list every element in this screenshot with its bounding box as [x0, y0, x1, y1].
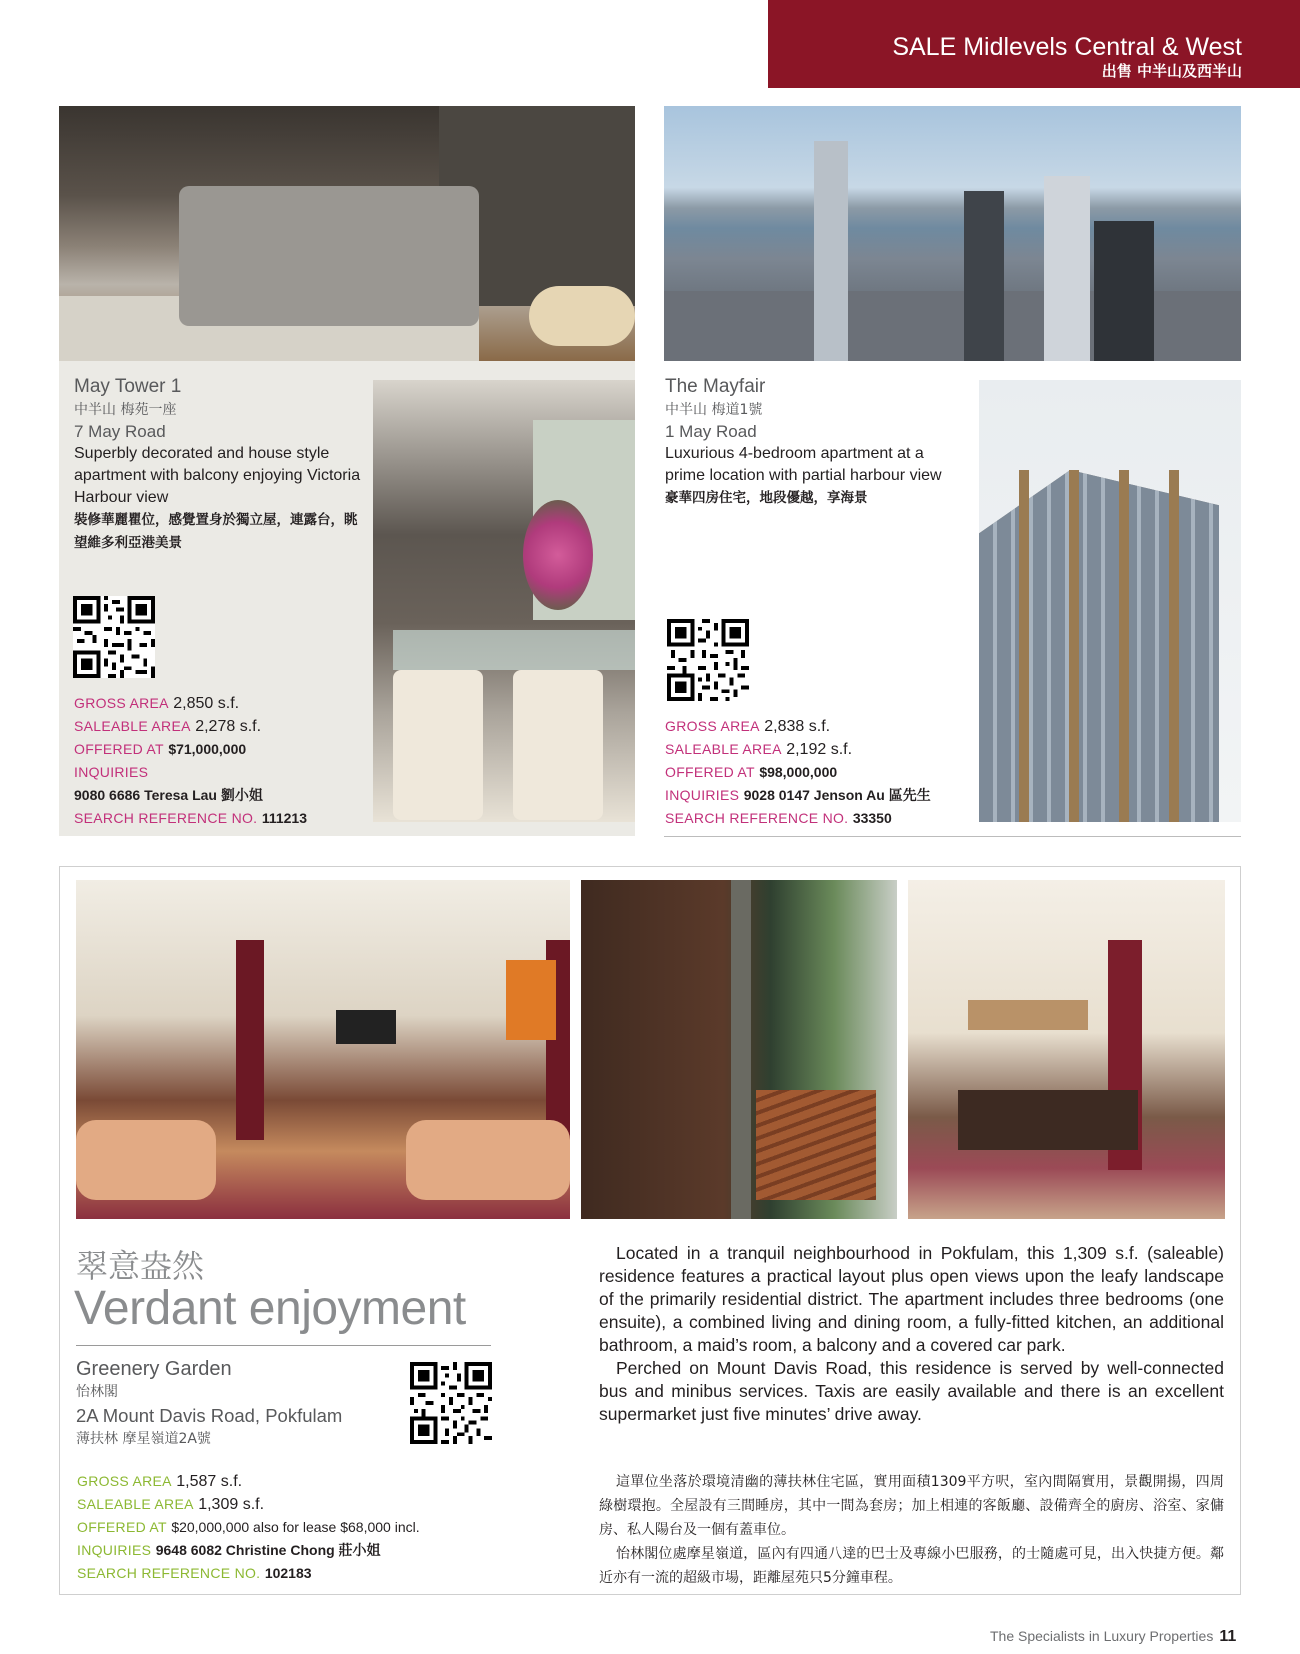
- listing-details-mayfair: [665, 375, 965, 510]
- inquiries-contact[interactable]: 9028 0147 Jenson Au 區先生: [743, 787, 931, 803]
- divider: [664, 836, 1241, 837]
- inquiries-label: INQUIRIES: [665, 787, 740, 803]
- section-title: SALE Midlevels Central & West: [892, 33, 1242, 61]
- feature-property-address-zh: 薄扶林 摩星嶺道2A號: [76, 1431, 211, 1447]
- gross-area-label: GROSS AREA: [74, 695, 169, 711]
- search-ref-number: 33350: [852, 810, 892, 826]
- qr-code[interactable]: [73, 596, 155, 678]
- listing-description: Superbly decorated and house style apartment with balcony enjoying Victoria Harbour view: [74, 445, 361, 506]
- gross-area-value: 2,850 s.f.: [173, 695, 240, 712]
- inquiries-contact[interactable]: 9080 6686 Teresa Lau 劉小姐: [74, 787, 263, 803]
- feature-body-zh: [599, 1470, 1224, 1590]
- listing-address: 7 May Road: [74, 422, 166, 441]
- gross-area-label: GROSS AREA: [665, 718, 760, 734]
- listing-description: Luxurious 4-bedroom apartment at a prime location with partial harbour view: [665, 445, 942, 484]
- feature-property-name: Greenery Garden: [76, 1358, 232, 1380]
- body-paragraph: Perched on Mount Davis Road, this residence is served by well-connected bus and minibus services. Taxis are easily available and there is an excellent supermarket just five minutes’ drive away.: [599, 1358, 1224, 1424]
- qr-code[interactable]: [410, 1362, 492, 1444]
- may-tower-dining-photo: [373, 380, 635, 822]
- saleable-area-label: SALEABLE AREA: [665, 741, 782, 757]
- inquiries-label: INQUIRIES: [74, 764, 149, 780]
- feature-facts: [77, 1470, 420, 1585]
- feature-body-en: [599, 1242, 1224, 1426]
- page-footer: [990, 1628, 1236, 1646]
- saleable-area-value: 2,192 s.f.: [786, 741, 853, 758]
- listing-name-zh: 中半山 梅苑一座: [74, 402, 177, 418]
- gross-area-value: 1,587 s.f.: [176, 1473, 243, 1490]
- listing-facts-may-tower: [74, 692, 307, 830]
- listing-facts-mayfair: [665, 715, 931, 830]
- feature-property-address: 2A Mount Davis Road, Pokfulam: [76, 1405, 343, 1426]
- saleable-area-value: 2,278 s.f.: [195, 718, 262, 735]
- footer-tagline: The Specialists in Luxury Properties: [990, 1628, 1214, 1644]
- page-number: 11: [1219, 1628, 1237, 1645]
- body-paragraph-zh: 怡林閣位處摩星嶺道，區內有四通八達的巴士及專線小巴服務，的士隨處可見，出入快捷方便。鄰近亦有一流的超級市場，距離屋苑只5分鐘車程。: [599, 1546, 1224, 1586]
- listing-description-zh: 豪華四房住宅，地段優越，享海景: [665, 490, 868, 506]
- mayfair-tower-photo: [979, 380, 1241, 822]
- body-paragraph-zh: 這單位坐落於環境清幽的薄扶林住宅區，實用面積1309平方呎，室內間隔實用，景觀開揚，四周綠樹環抱。全屋設有三間睡房，其中一間為套房；加上相連的客飯廳、設備齊全的廚房、浴室、家傭房、私人陽台及一個有蓋車位。: [599, 1474, 1224, 1538]
- listing-address: 1 May Road: [665, 422, 757, 441]
- gross-area-value: 2,838 s.f.: [764, 718, 831, 735]
- section-header: [768, 0, 1300, 88]
- saleable-area-label: SALEABLE AREA: [74, 718, 191, 734]
- search-ref-label: SEARCH REFERENCE NO.: [74, 810, 258, 826]
- listing-name-zh: 中半山 梅道1號: [665, 402, 763, 418]
- body-paragraph: Located in a tranquil neighbourhood in Pokfulam, this 1,309 s.f. (saleable) residence features a practical layout plus open views upon the leafy landscape of the primarily residential district. The apartment includes three bedrooms (one ensuite), a combined living and dining room, a fully-fitted kitchen, an additional bathroom, a maid’s room, a balcony and a covered car park.: [599, 1243, 1224, 1355]
- hong-kong-skyline-photo: [664, 106, 1241, 361]
- greenery-garden-dining-photo: [908, 880, 1225, 1219]
- title-underline: [76, 1345, 491, 1346]
- listing-description-zh: 裝修華麗瞿位，感覺置身於獨立屋，連露台，眺望維多利亞港美景: [74, 512, 358, 551]
- feature-property-details: [76, 1357, 396, 1450]
- section-title-zh: 出售 中半山及西半山: [1101, 62, 1242, 80]
- inquiries-contact[interactable]: 9648 6082 Christine Chong 莊小姐: [155, 1542, 381, 1558]
- offered-label: OFFERED AT: [74, 741, 164, 757]
- offered-label: OFFERED AT: [77, 1519, 167, 1535]
- listing-name: May Tower 1: [74, 376, 182, 397]
- greenery-garden-living-photo: [76, 880, 570, 1219]
- greenery-garden-balcony-photo: [581, 880, 897, 1219]
- offered-price: $98,000,000: [759, 764, 838, 780]
- search-ref-label: SEARCH REFERENCE NO.: [77, 1565, 261, 1581]
- offered-label: OFFERED AT: [665, 764, 755, 780]
- offered-price: $20,000,000 also for lease $68,000 incl.: [171, 1519, 420, 1535]
- feature-property-name-zh: 怡林閣: [76, 1384, 118, 1400]
- may-tower-living-room-photo: [59, 106, 635, 361]
- saleable-area-value: 1,309 s.f.: [198, 1496, 265, 1513]
- feature-title: Verdant enjoyment: [74, 1282, 466, 1335]
- search-ref-number: 102183: [264, 1565, 312, 1581]
- search-ref-label: SEARCH REFERENCE NO.: [665, 810, 849, 826]
- inquiries-label: INQUIRIES: [77, 1542, 152, 1558]
- saleable-area-label: SALEABLE AREA: [77, 1496, 194, 1512]
- offered-price: $71,000,000: [168, 741, 247, 757]
- gross-area-label: GROSS AREA: [77, 1473, 172, 1489]
- listing-name: The Mayfair: [665, 376, 766, 397]
- feature-title-zh: 翠意盎然: [76, 1247, 205, 1285]
- listing-details-may-tower: [74, 375, 366, 555]
- qr-code[interactable]: [667, 619, 749, 701]
- search-ref-number: 111213: [261, 810, 307, 826]
